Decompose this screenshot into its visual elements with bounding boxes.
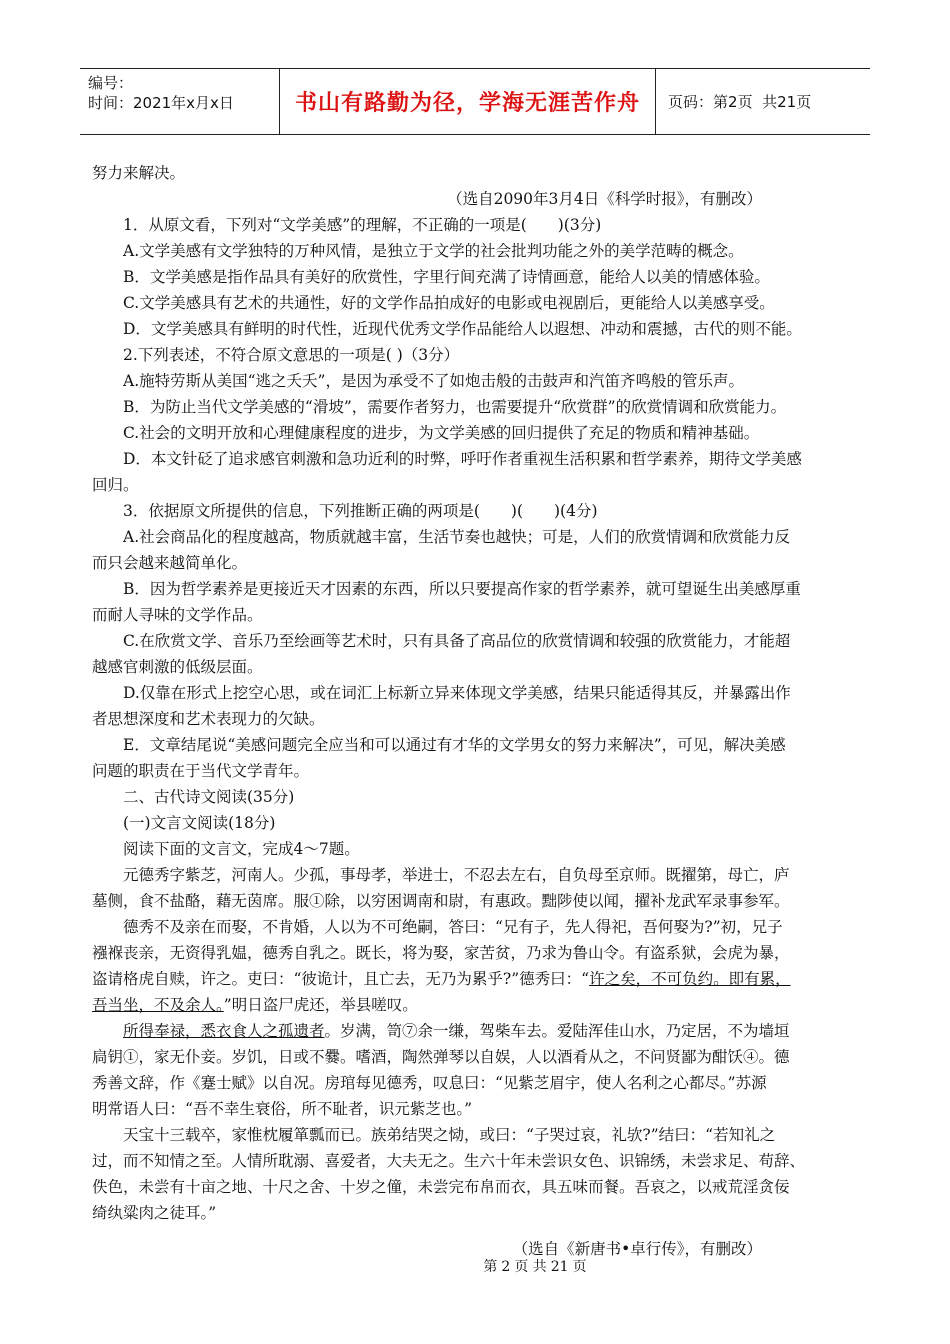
passage-line: 元德秀字紫芝，河南人。少孤，事母孝，举进士，不忍去左右，自负母至京师。既擢第，母亡，庐 xyxy=(123,866,790,884)
option-line: D．文学美感具有鲜明的时代性，近现代优秀文学作品能给人以遐想、冲动和震撼，古代的则不能。 xyxy=(123,320,802,338)
page-prefix: 页码：第 xyxy=(668,93,729,111)
page-total: 21 xyxy=(777,92,797,111)
footer-total: 21 xyxy=(550,1259,569,1275)
question-3: 3．依据原文所提供的信息，下列推断正确的两项是( )( )(4分) xyxy=(123,502,598,520)
instruction-line: 阅读下面的文言文，完成4～7题。 xyxy=(123,840,360,858)
option-line: C.在欣赏文学、音乐乃至绘画等艺术时，只有具备了高品位的欣赏情调和较强的欣赏能力，才能超 xyxy=(123,632,791,650)
question-1: 1．从原文看，下列对“文学美感”的理解，不正确的一项是( )(3分) xyxy=(123,216,602,234)
passage-line: 天宝十三载卒，家惟枕履箪瓢而已。族弟结哭之恸，或曰：“子哭过哀，礼欤?”结曰：“若知礼之 xyxy=(123,1126,776,1144)
passage-line xyxy=(92,966,862,992)
footer-mid: 页 共 xyxy=(514,1259,547,1275)
passage-text: 盗请格虎自赎，许之。吏曰：“彼诡计，且亡去，无乃为累乎?”德秀曰：“ xyxy=(92,970,590,988)
source-citation: （选自2090年3月4日《科学时报》，有删改） xyxy=(447,190,762,208)
option-line: D.仅靠在形式上挖空心思，或在词汇上标新立异来体现文学美感，结果只能适得其反，并暴露出作 xyxy=(123,684,791,702)
underlined-sentence: 所得奉禄，悉衣食人之孤遗者 xyxy=(123,1022,325,1040)
passage-line xyxy=(92,992,862,1018)
footer-prefix: 第 xyxy=(483,1259,498,1275)
section-heading: 二、古代诗文阅读(35分) xyxy=(123,788,295,806)
number-label: 编号： xyxy=(88,74,134,92)
passage-line: 佚色，未尝有十亩之地、十尺之舍、十岁之僮，未尝完布帛而衣，具五味而餐。吾哀之，以戒荒淫贪佞 xyxy=(92,1178,790,1196)
page-header xyxy=(80,68,870,135)
passage-line: 绮纨粱肉之徒耳。” xyxy=(92,1204,217,1222)
header-info xyxy=(80,69,280,134)
passage-line: 扃钥①，家无仆妾。岁饥，日或不爨。嗜酒，陶然弹琴以自娱，人以酒肴从之，不问贤鄙为酣饫④。德 xyxy=(92,1048,790,1066)
option-line: A.社会商品化的程度越高，物质就越丰富，生活节奏也越快；可是，人们的欣赏情调和欣赏能力反 xyxy=(123,528,791,546)
question-2: 2.下列表述，不符合原文意思的一项是( )（3分） xyxy=(123,346,460,364)
document-body xyxy=(92,160,862,1262)
text-line: 回归。 xyxy=(92,476,139,494)
header-page-info xyxy=(656,69,870,134)
passage-line xyxy=(92,1018,862,1044)
passage-line: 秀善文辞，作《蹇士赋》以自况。房琯每见德秀，叹息曰：“见紫芝眉宇，使人名利之心都尽。”苏源 xyxy=(92,1074,767,1092)
underlined-sentence: 许之矣，不可负约。即有累， xyxy=(589,970,791,988)
underlined-sentence: 吾当坐，不及余人。 xyxy=(92,996,224,1014)
option-line: A.文学美感有文学独特的万种风情，是独立于文学的社会批判功能之外的美学范畴的概念。 xyxy=(123,242,744,260)
text-line: 越感官刺激的低级层面。 xyxy=(92,658,263,676)
footer-suffix: 页 xyxy=(572,1259,587,1275)
option-line: D．本文针砭了追求感官刺激和急功近利的时弊，呼吁作者重视生活积累和哲学素养，期待文学美感 xyxy=(123,450,802,468)
option-line: B．为防止当代文学美感的“滑坡”，需要作者努力，也需要提升“欣赏群”的欣赏情调和欣赏能力。 xyxy=(123,398,787,416)
page-mid: 页 共 xyxy=(737,93,778,111)
option-line: A.施特劳斯从美国“逃之夭夭”，是因为承受不了如炮击般的击鼓声和汽笛齐鸣般的管乐声。 xyxy=(123,372,744,390)
option-line: E．文章结尾说“美感问题完全应当和可以通过有才华的文学男女的努力来解决”，可见，解决美感 xyxy=(123,736,786,754)
passage-line: 明常语人曰：“吾不幸生衰俗，所不耻者，识元紫芝也。” xyxy=(92,1100,473,1118)
page-footer xyxy=(0,1256,950,1276)
page-number: 2 xyxy=(728,92,738,111)
option-line: C.社会的文明开放和心理健康程度的进步，为文学美感的回归提供了充足的物质和精神基础。 xyxy=(123,424,760,442)
passage-text: ”明日盗尸虎还，举县嗟叹。 xyxy=(223,996,418,1014)
text-line: 问题的职责在于当代文学青年。 xyxy=(92,762,310,780)
passage-line: 过，而不知情之至。人情所耽溺、喜爱者，大夫无之。生六十年未尝识女色、识锦绣，未尝求足、苟辞、 xyxy=(92,1152,806,1170)
footer-page: 2 xyxy=(501,1259,511,1275)
source-citation: （选自《新唐书•卓行传》，有删改） xyxy=(512,1240,762,1258)
option-line: B．文学美感是指作品具有美好的欣赏性，字里行间充满了诗情画意，能给人以美的情感体验。 xyxy=(123,268,770,286)
text-line: 而耐人寻味的文学作品。 xyxy=(92,606,263,624)
time-label: 时间：2021年x月x日 xyxy=(88,94,234,112)
page-suffix: 页 xyxy=(796,93,812,111)
text-line: 努力来解决。 xyxy=(92,164,186,182)
text-line: 而只会越来越简单化。 xyxy=(92,554,248,572)
option-line: C.文学美感具有艺术的共通性，好的文学作品拍成好的电影或电视剧后，更能给人以美感享受。 xyxy=(123,294,775,312)
header-motto: 书山有路勤为径，学海无涯苦作舟 xyxy=(280,69,656,134)
subsection-heading: (一)文言文阅读(18分) xyxy=(123,814,276,832)
passage-line: 墓侧，食不盐酪，藉无茵席。服①除，以穷困调南和尉，有惠政。黜陟使以闻，擢补龙武军录事参军。 xyxy=(92,892,790,910)
passage-text: 。岁满，笥⑦余一缣，驾柴车去。爱陆浑佳山水，乃定居，不为墙垣 xyxy=(324,1022,790,1040)
option-line: B．因为哲学素养是更接近天才因素的东西，所以只要提高作家的哲学素养，就可望诞生出美感厚重 xyxy=(123,580,801,598)
passage-line: 德秀不及亲在而娶，不肯婚，人以为不可绝嗣，答曰：“兄有子，先人得祀，吾何娶为?”初，兄子 xyxy=(123,918,783,936)
passage-line: 襁褓丧亲，无资得乳媪，德秀自乳之。既长，将为娶，家苦贫，乃求为鲁山令。有盗系狱，会虎为暴， xyxy=(92,944,790,962)
text-line: 者思想深度和艺术表现力的欠缺。 xyxy=(92,710,325,728)
